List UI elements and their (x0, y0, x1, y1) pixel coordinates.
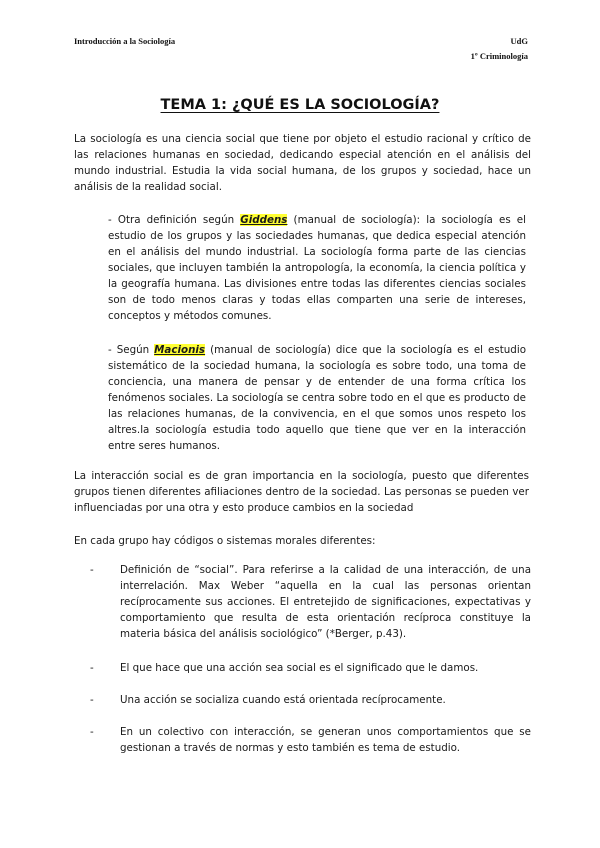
interaction-paragraph: La interacción social es de gran importancia en la sociología, puesto que diferentes grupos tienen diferentes afiliaciones dentro de la sociedad. Las personas se pueden ver influenciadas por una otra y esto produce cambios en la sociedad (74, 470, 529, 514)
macionis-highlight: Macionis (154, 344, 206, 356)
list-item-text: El que hace que una acción sea social es el significado que le damos. (120, 662, 479, 674)
codes-intro: En cada grupo hay códigos o sistemas morales diferentes: (74, 535, 376, 547)
header-course: Introducción a la Sociología (74, 36, 176, 46)
macionis-definition (108, 342, 526, 454)
giddens-text: (manual de sociología): la sociología es el estudio de los grupos y las sociedades humanas, que dedica especial atención en el análisis del mundo industrial. La sociología forma parte de las ciencias sociales, que incluyen también la antropología, la economía, la ciencia política y la geografía humana. Las divisiones entre todas las diferentes ciencias sociales son de todo menos claras y todas ellas comparten una serie de intereses, conceptos y métodos comunes. (108, 214, 526, 322)
giddens-definition (108, 212, 526, 324)
macionis-lead: - Según (108, 344, 155, 356)
giddens-highlight: Giddens (240, 214, 288, 226)
list-item-text: Definición de “social”. Para referirse a la calidad de una interacción, de una interrelación. Max Weber “aquella en la cual las personas orientan recíprocamente sus acciones. El entretejido de significaciones, expectativas y comportamiento que resulta de esta orientación recíproca constituye la materia básica del análisis sociológico” (*Berger, p.43). (120, 564, 531, 640)
bullet-dash: - (90, 694, 94, 706)
header-university (471, 34, 528, 64)
list-item-text: En un colectivo con interacción, se generan unos comportamientos que se gestionan a través de normas y esto también es tema de estudio. (120, 726, 531, 754)
bullet-dash: - (90, 662, 94, 674)
header-degree: 1º Criminología (470, 51, 528, 61)
header-university-name: UdG (510, 36, 528, 46)
page-title-text: TEMA 1: ¿QUÉ ES LA SOCIOLOGÍA? (160, 97, 440, 113)
bullet-dash: - (90, 564, 94, 576)
intro-paragraph: La sociología es una ciencia social que tiene por objeto el estudio racional y crítico de las relaciones humanas en sociedad, dedicando especial atención en el análisis del mundo industrial. Estudia la vida social humana, de los grupos y sociedad, hace un análisis de la realidad social. (74, 133, 531, 193)
page-title (0, 97, 600, 113)
macionis-text: (manual de sociología) dice que la sociología es el estudio sistemático de la sociedad humana, la sociología es sobre todo, una toma de conciencia, una manera de pensar y de entender de una forma crítica los fenómenos sociales. La sociología se centra sobre todo en el que es producto de las relaciones humanas, de la convivencia, en el que somos unos respeto los altres.la sociología estudia todo aquello que tiene que ver en la interacción entre seres humanos. (108, 344, 526, 452)
giddens-lead: - Otra definición según (108, 214, 241, 226)
list-item-text: Una acción se socializa cuando está orientada recíprocamente. (120, 694, 446, 706)
bullet-dash: - (90, 726, 94, 738)
